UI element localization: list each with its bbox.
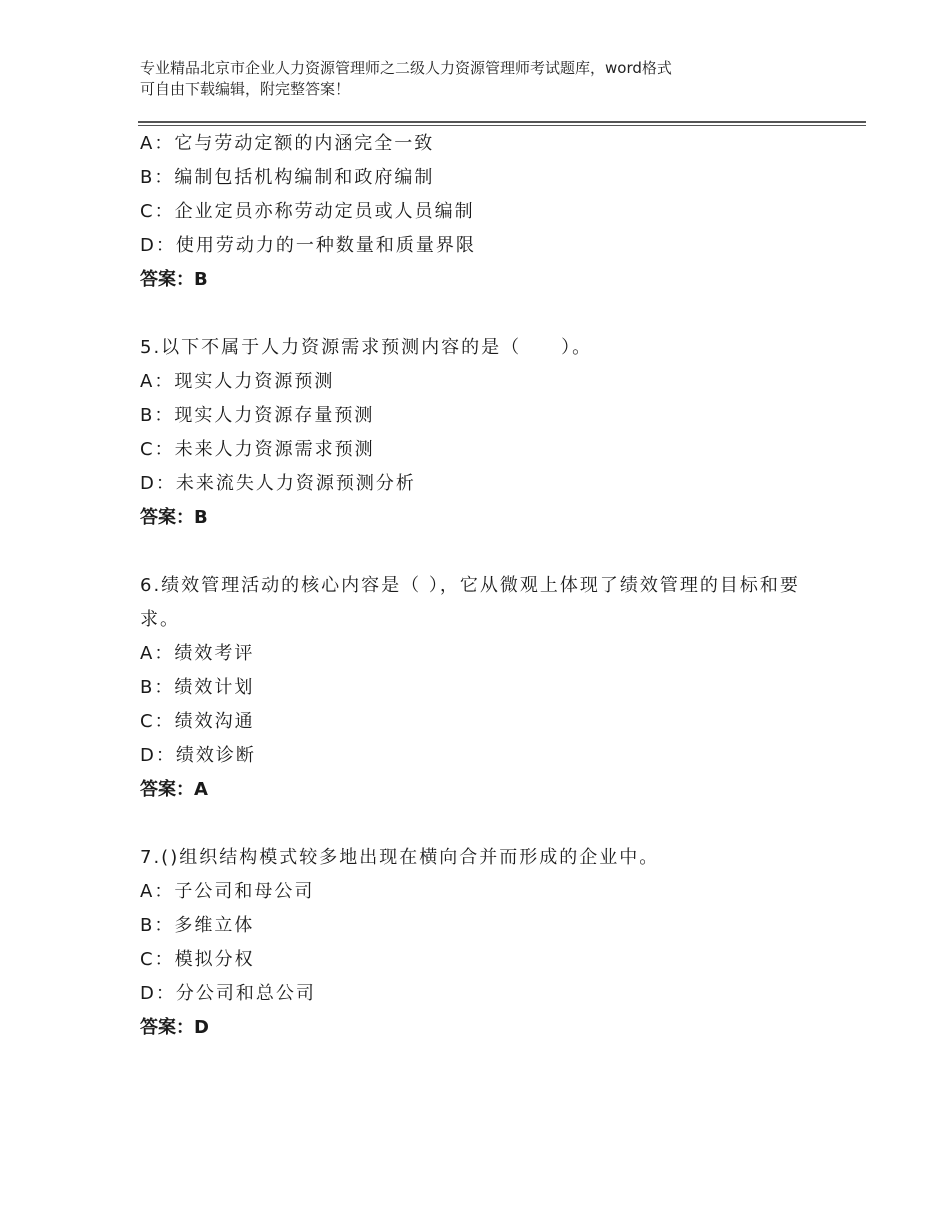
answer: 答案：B [140,507,208,528]
spacer [140,535,820,569]
option-b: B：编制包括机构编制和政府编制 [140,167,435,188]
option-a: A：绩效考评 [140,643,255,664]
answer: 答案：A [140,779,208,800]
option-d: D：分公司和总公司 [140,983,316,1004]
answer: 答案：B [140,269,208,290]
option-b: B：绩效计划 [140,677,255,698]
option-c: C：绩效沟通 [140,711,255,732]
option-a: A：现实人力资源预测 [140,371,335,392]
question-text: 5.以下不属于人力资源需求预测内容的是（ ）。 [140,337,593,358]
option-d: D：使用劳动力的一种数量和质量界限 [140,235,476,256]
header-rule-thin [138,125,866,126]
spacer [140,297,820,331]
question-block-6 [140,569,820,807]
option-d: D：未来流失人力资源预测分析 [140,473,416,494]
option-c: C：模拟分权 [140,949,255,970]
option-a: A：它与劳动定额的内涵完全一致 [140,133,435,154]
question-block-7 [140,841,820,1045]
option-d: D：绩效诊断 [140,745,256,766]
question-list [140,127,820,1045]
answer: 答案：D [140,1017,209,1038]
option-c: C：未来人力资源需求预测 [140,439,375,460]
page-header [140,58,820,100]
header-line-1: 专业精品北京市企业人力资源管理师之二级人力资源管理师考试题库，word格式 [140,59,672,77]
option-c: C：企业定员亦称劳动定员或人员编制 [140,201,475,222]
question-text: 6.绩效管理活动的核心内容是（ ），它从微观上体现了绩效管理的目标和要求。 [140,575,800,630]
option-b: B：多维立体 [140,915,255,936]
option-b: B：现实人力资源存量预测 [140,405,375,426]
header-line-2: 可自由下载编辑，附完整答案！ [140,80,351,98]
spacer [140,807,820,841]
option-a: A：子公司和母公司 [140,881,315,902]
question-block-5 [140,331,820,535]
question-text: 7.()组织结构模式较多地出现在横向合并而形成的企业中。 [140,847,660,868]
question-block-4 [140,127,820,297]
header-rule-thick [138,121,866,123]
